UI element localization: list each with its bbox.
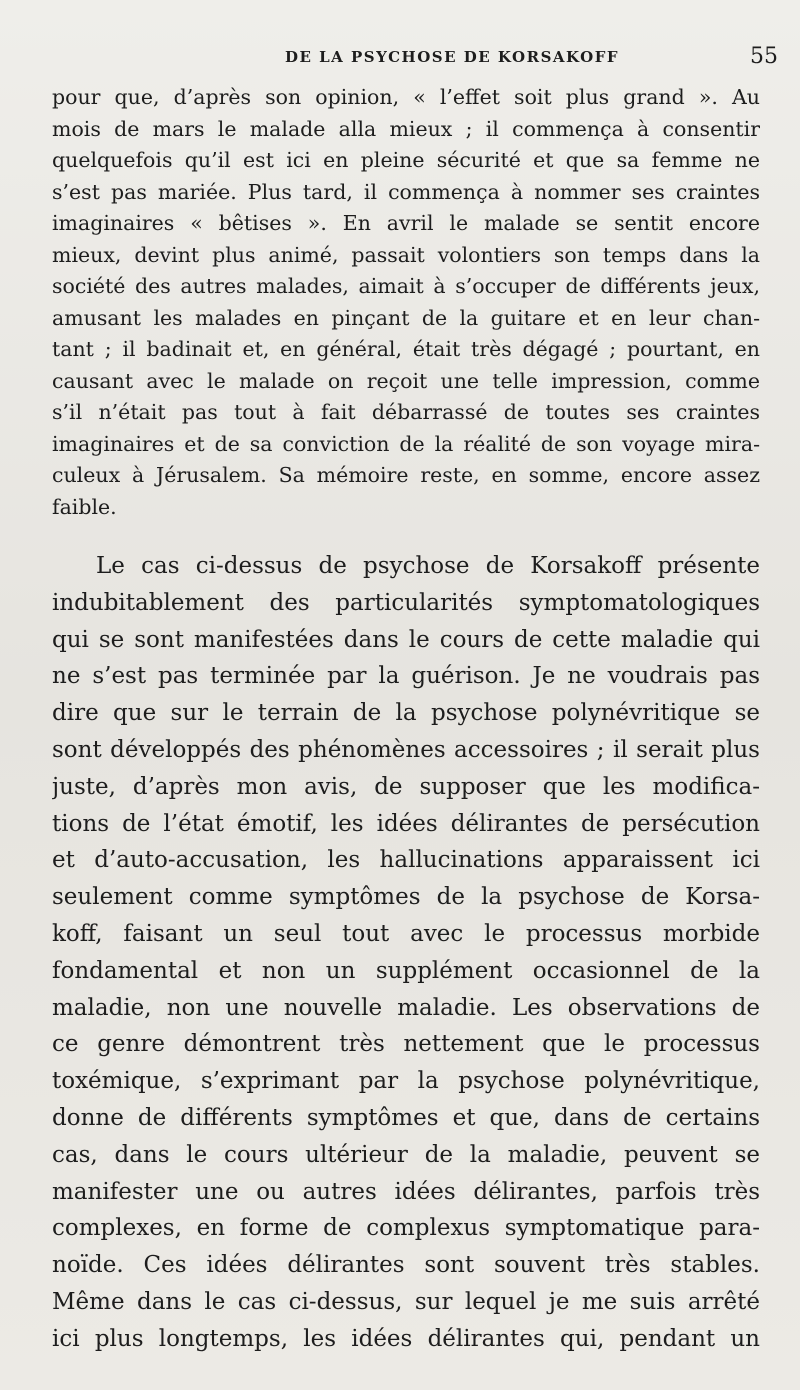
text-line: tions de l’état émotif, les idées délirantes de persécution [52, 810, 760, 837]
text-line: société des autres malades, aimait à s’occuper de différents jeux, [52, 274, 760, 298]
running-title: DE LA PSYCHOSE DE KORSAKOFF [284, 48, 620, 66]
text-line: amusant les malades en pinçant de la guitare et en leur chan- [52, 305, 760, 330]
text-line: et d’auto-accusation, les hallucinations apparaissent ici [52, 847, 760, 874]
paragraph-main [52, 548, 760, 1358]
text-line: manifester une ou autres idées délirantes, parfois très [52, 1178, 760, 1205]
text-line: imaginaires « bêtises ». En avril le malade se sentit encore [52, 211, 760, 235]
text-line: quelquefois qu’il est ici en pleine sécurité et que sa femme ne [52, 148, 760, 172]
text-line: tant ; il badinait et, en général, était très dégagé ; pourtant, en [52, 337, 760, 361]
text-line: s’est pas mariée. Plus tard, il commença à nommer ses craintes [52, 179, 760, 204]
text-line: mois de mars le malade alla mieux ; il commença à consentir [52, 116, 760, 141]
text-line: toxémique, s’exprimant par la psychose polynévritique, [52, 1068, 760, 1095]
text-line: pour que, d’après son opinion, « l’effet soit plus grand ». Au [52, 85, 760, 109]
text-line: noïde. Ces idées délirantes sont souvent très stables. [52, 1252, 760, 1279]
text-line: ici plus longtemps, les idées délirantes qui, pendant un [52, 1325, 760, 1352]
text-line: seulement comme symptômes de la psychose de Korsa- [52, 884, 760, 911]
text-line: cas, dans le cours ultérieur de la maladie, peuvent se [52, 1141, 760, 1168]
text-line: juste, d’après mon avis, de supposer que les modifica- [52, 773, 760, 800]
text-line: complexes, en forme de complexus symptomatique para- [52, 1215, 760, 1242]
text-line: imaginaires et de sa conviction de la réalité de son voyage mira- [52, 431, 760, 456]
text-line: sont développés des phénomènes accessoires ; il serait plus [52, 736, 760, 763]
text-line: fondamental et non un supplément occasionnel de la [52, 957, 760, 984]
text-line: ce genre démontrent très nettement que le processus [52, 1031, 760, 1058]
text-line: donne de différents symptômes et que, dans de certains [52, 1104, 760, 1131]
text-line: Même dans le cas ci-dessus, sur lequel je me suis arrêté [52, 1288, 760, 1315]
text-line: causant avec le malade on reçoit une telle impression, comme [52, 368, 760, 393]
text-line: faible. [52, 494, 117, 519]
text-line: s’il n’était pas tout à fait débarrassé de toutes ses craintes [52, 400, 760, 424]
page-number: 55 [750, 44, 778, 69]
text-line: Le cas ci-dessus de psychose de Korsakoff présente [96, 553, 760, 579]
text-line: dire que sur le terrain de la psychose polynévritique se [52, 700, 760, 727]
text-line: koff, faisant un seul tout avec le processus morbide [52, 920, 760, 947]
page-header [52, 44, 782, 76]
text-line: indubitablement des particularités symptomatologiques [52, 589, 760, 616]
text-line: maladie, non une nouvelle maladie. Les observations de [52, 994, 760, 1021]
text-line: mieux, devint plus animé, passait volontiers son temps dans la [52, 242, 760, 267]
text-line: ne s’est pas terminée par la guérison. Je ne voudrais pas [52, 663, 760, 690]
text-line: qui se sont manifestées dans le cours de cette maladie qui [52, 626, 760, 653]
text-line: culeux à Jérusalem. Sa mémoire reste, en somme, encore assez [52, 463, 760, 487]
paragraph-continued [52, 82, 760, 523]
